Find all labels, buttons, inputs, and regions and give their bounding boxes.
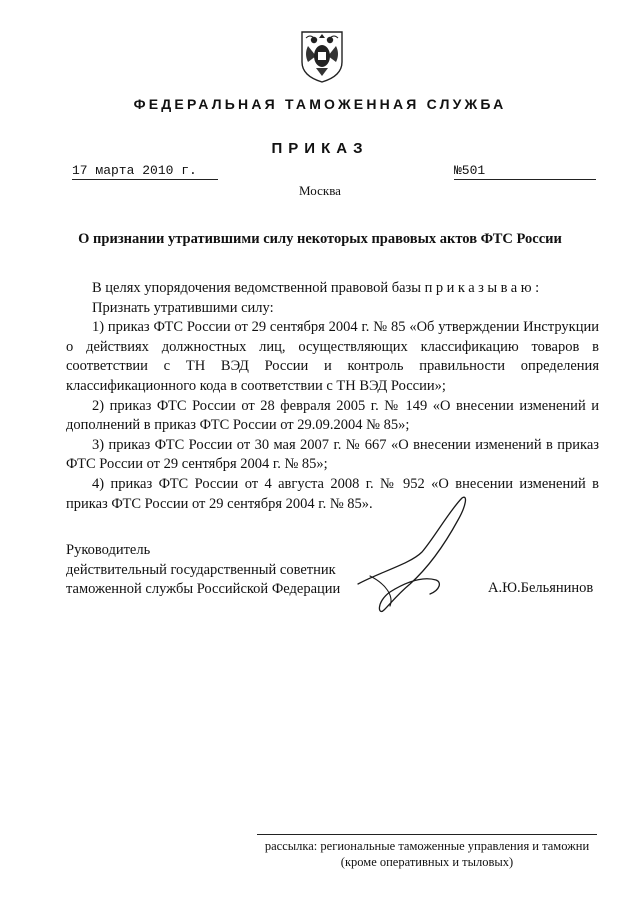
lead-paragraph: Признать утратившими силу: — [92, 299, 274, 316]
order-date: 17 марта 2010 г. — [72, 163, 218, 180]
intro-verb: приказываю: — [424, 280, 543, 296]
coat-of-arms-icon — [296, 26, 348, 84]
distribution-line-2: (кроме оперативных и тыловых) — [340, 855, 514, 869]
distribution-line-1: рассылка: региональные таможенные управления и таможни — [264, 839, 590, 853]
document-title: О признании утратившими силу некоторых правовых актов ФТС России — [78, 231, 562, 247]
distribution-list — [257, 834, 597, 870]
item-paragraph-3: 3) приказ ФТС России от 30 мая 2007 г. № 667 «О внесении изменений в приказ ФТС России от 29 сентября 2004 г. № 85»; — [66, 436, 599, 473]
signatory-line-3: таможенной службы Российской Федерации — [66, 581, 341, 598]
signatory-position — [66, 541, 340, 600]
signatory-line-2: действительный государственный советник — [66, 561, 336, 578]
item-paragraph-4: 4) приказ ФТС России от 4 августа 2008 г. № 952 «О внесении изменений в приказ ФТС России от 29 сентября 2004 г. № 85». — [66, 475, 599, 512]
item-paragraph-2: 2) приказ ФТС России от 28 февраля 2005 г. № 149 «О внесении изменений и дополнений в приказ ФТС России от 29.09.2004 № 85»; — [66, 397, 599, 434]
handwritten-signature — [350, 492, 480, 622]
document-type: ПРИКАЗ — [271, 140, 369, 157]
item-paragraph-1: 1) приказ ФТС России от 29 сентября 2004 г. № 85 «Об утверждении Инструкции о действиях должностных лиц, осуществляющих классификацию товаров в соответствии с ТН ВЭД России и контроль правильности определения классификационного кода в соответствии с ТН ВЭД России»; — [66, 319, 599, 394]
document-body — [66, 279, 599, 514]
signatory-line-1: Руководитель — [66, 542, 151, 558]
signatory-name: А.Ю.Бельянинов — [488, 580, 594, 596]
intro-paragraph — [66, 279, 599, 299]
order-number: №501 — [454, 163, 596, 180]
issue-city: Москва — [299, 183, 341, 198]
agency-name: ФЕДЕРАЛЬНАЯ ТАМОЖЕННАЯ СЛУЖБА — [133, 96, 507, 112]
intro-text: В целях упорядочения ведомственной правовой базы — [92, 280, 422, 296]
